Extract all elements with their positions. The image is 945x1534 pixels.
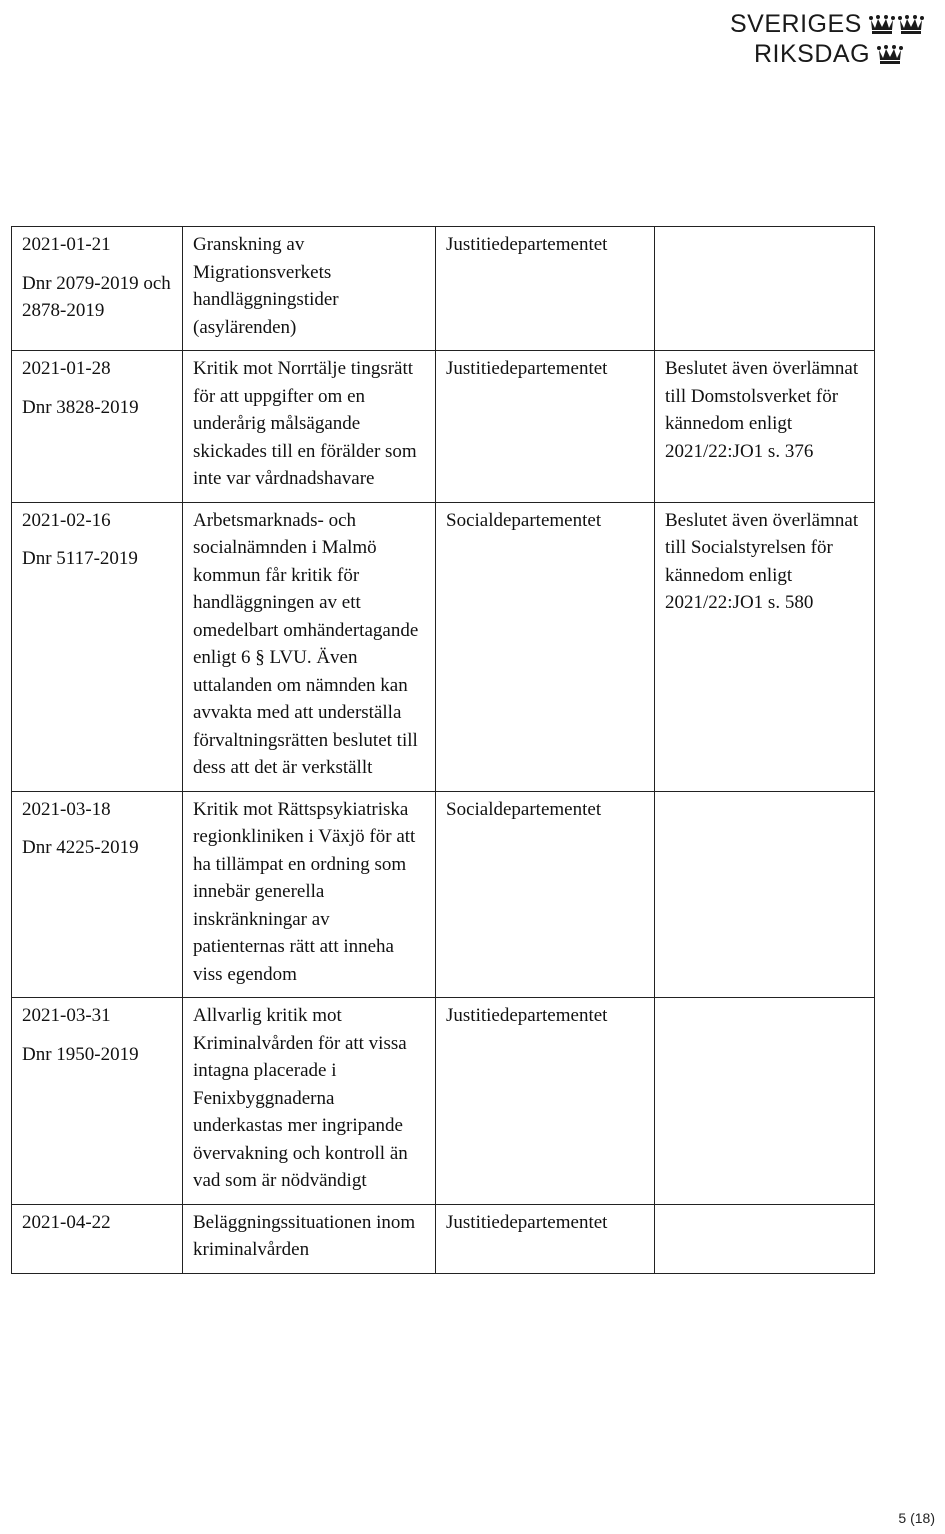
decision-date: 2021-01-21 (22, 234, 111, 255)
crown-icon (898, 13, 924, 35)
table-row (12, 351, 875, 503)
note-cell: Beslutet även överlämnat till Socialstyrelsen för kännedom enligt 2021/22:JO1 s. 580 (655, 502, 875, 791)
date-cell (12, 351, 183, 503)
note-cell: Beslutet även överlämnat till Domstolsverket för kännedom enligt 2021/22:JO1 s. 376 (655, 351, 875, 503)
note-cell (655, 791, 875, 998)
decision-date: 2021-03-18 (22, 798, 111, 820)
department-cell: Justitiedepartementet (436, 998, 655, 1205)
description-cell: Allvarlig kritik mot Kriminalvården för att vissa intagna placerade i Fenixbyggnaderna underkastas mer ingripande övervakning och kontroll än vad som är nödvändigt (183, 998, 436, 1205)
date-cell (12, 227, 183, 351)
diary-number: Dnr 1950-2019 (22, 1043, 139, 1065)
riksdag-logo (726, 10, 926, 72)
diary-number: Dnr 4225-2019 (22, 837, 139, 858)
date-cell (12, 1204, 183, 1273)
date-cell (12, 791, 183, 998)
diary-number: Dnr 2079-2019 och 2878-2019 (22, 272, 171, 321)
decision-date: 2021-02-16 (22, 509, 111, 531)
date-cell (12, 998, 183, 1205)
decision-date: 2021-04-22 (22, 1211, 111, 1233)
logo-line-1 (730, 10, 924, 38)
decision-date: 2021-03-31 (22, 1005, 111, 1026)
note-cell (655, 1204, 875, 1273)
department-cell: Justitiedepartementet (436, 351, 655, 503)
description-cell: Arbetsmarknads- och socialnämnden i Malmö kommun får kritik för handläggningen av ett omedelbart omhändertagande enligt 6 § LVU. Även uttalanden om nämnden kan avvakta med att underställa förvaltningsrätten beslutet till dess att det är verkställt (183, 502, 436, 791)
department-cell: Socialdepartementet (436, 502, 655, 791)
table-row (12, 998, 875, 1205)
crown-icon (877, 43, 903, 65)
date-cell (12, 502, 183, 791)
department-cell: Socialdepartementet (436, 791, 655, 998)
description-cell: Kritik mot Norrtälje tingsrätt för att uppgifter om en underårig målsägande skickades till en förälder som inte var vårdnadshavare (183, 351, 436, 503)
logo-text-riksdag: RIKSDAG (754, 40, 871, 68)
decisions-table (11, 226, 875, 1274)
table-row (12, 502, 875, 791)
note-cell (655, 227, 875, 351)
table-row (12, 227, 875, 351)
description-cell: Beläggningssituationen inom kriminalvården (183, 1204, 436, 1273)
crowns-top (869, 13, 924, 35)
note-cell (655, 998, 875, 1205)
logo-line-2 (754, 40, 903, 68)
crown-icon (869, 13, 895, 35)
table-row (12, 1204, 875, 1273)
department-cell: Justitiedepartementet (436, 227, 655, 351)
logo-text-sveriges: SVERIGES (730, 10, 862, 38)
diary-number: Dnr 5117-2019 (22, 548, 138, 569)
diary-number: Dnr 3828-2019 (22, 396, 139, 418)
department-cell: Justitiedepartementet (436, 1204, 655, 1273)
decision-date: 2021-01-28 (22, 358, 111, 379)
page-number: 5 (18) (898, 1510, 935, 1526)
description-cell: Kritik mot Rättspsykiatriska regionkliniken i Växjö för att ha tillämpat en ordning som innebär generella inskränkningar av patienternas rätt att inneha viss egendom (183, 791, 436, 998)
crowns-bottom (877, 43, 903, 65)
description-cell: Granskning av Migrationsverkets handläggningstider (asylärenden) (183, 227, 436, 351)
table-row (12, 791, 875, 998)
